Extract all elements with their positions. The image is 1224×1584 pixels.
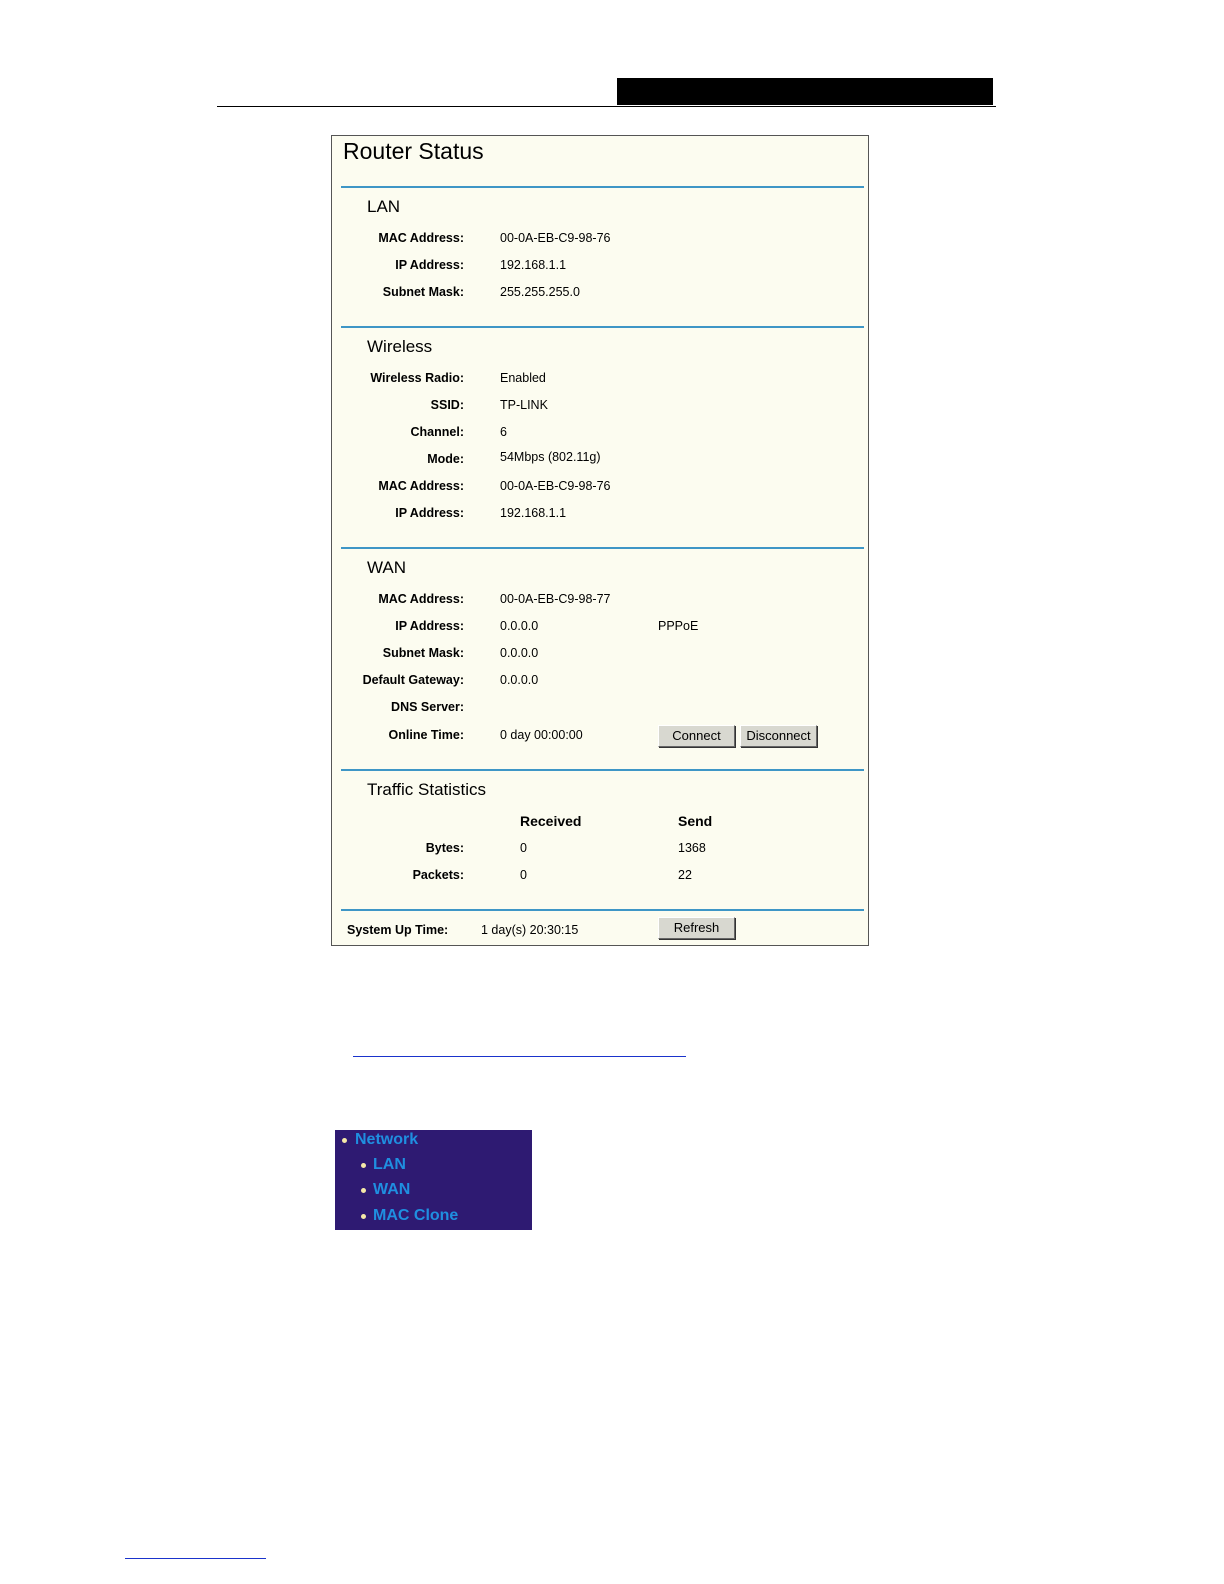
wireless-ssid-value: TP-LINK	[500, 398, 548, 412]
section-separator	[341, 547, 864, 549]
link-underline	[353, 1056, 686, 1057]
lan-mac-label: MAC Address:	[378, 231, 464, 245]
wireless-radio-label: Wireless Radio:	[370, 371, 464, 385]
wan-gateway-label: Default Gateway:	[362, 673, 464, 687]
wireless-section-title: Wireless	[367, 337, 433, 356]
menu-bullet-icon	[361, 1188, 366, 1193]
lan-ip-label: IP Address:	[395, 258, 464, 272]
lan-ip-value: 192.168.1.1	[500, 258, 567, 272]
wan-online-time-value: 0 day 00:00:00	[500, 728, 583, 742]
menu-item-lan[interactable]: LAN	[373, 1156, 406, 1173]
traffic-bytes-label: Bytes:	[425, 841, 464, 855]
connect-button[interactable]: Connect	[658, 725, 735, 747]
wireless-ssid-label: SSID:	[430, 398, 464, 412]
wireless-channel-value: 6	[500, 425, 507, 439]
router-status-panel	[331, 135, 869, 946]
menu-item-network[interactable]: Network	[355, 1131, 419, 1148]
menu-item-wan[interactable]: WAN	[373, 1181, 411, 1198]
disconnect-button[interactable]: Disconnect	[740, 725, 817, 747]
traffic-bytes-send: 1368	[678, 841, 706, 855]
network-menu	[335, 1130, 532, 1230]
wireless-ip-value: 192.168.1.1	[500, 506, 567, 520]
traffic-send-header: Send	[678, 813, 713, 829]
wan-ip-value: 0.0.0.0	[500, 619, 539, 633]
traffic-packets-label: Packets:	[412, 868, 464, 882]
wireless-mode-value: 54Mbps (802.11g)	[500, 450, 601, 464]
wan-mac-value: 00-0A-EB-C9-98-77	[500, 592, 611, 606]
wan-subnet-value: 0.0.0.0	[500, 646, 539, 660]
wan-gateway-value: 0.0.0.0	[500, 673, 539, 687]
section-separator	[341, 186, 864, 188]
wan-ip-label: IP Address:	[395, 619, 464, 633]
wireless-mac-label: MAC Address:	[378, 479, 464, 493]
traffic-section-title: Traffic Statistics	[367, 780, 487, 799]
section-separator	[341, 909, 864, 911]
traffic-received-header: Received	[520, 813, 582, 829]
page-title: Router Status	[343, 138, 484, 164]
lan-subnet-label: Subnet Mask:	[382, 285, 464, 299]
wan-subnet-label: Subnet Mask:	[382, 646, 464, 660]
wireless-mode-label: Mode:	[427, 452, 464, 466]
refresh-button[interactable]: Refresh	[658, 917, 735, 939]
header-bar	[617, 78, 993, 105]
traffic-bytes-received: 0	[520, 841, 527, 855]
wan-dns-label: DNS Server:	[391, 700, 464, 714]
wireless-radio-value: Enabled	[500, 371, 546, 385]
wireless-ip-label: IP Address:	[395, 506, 464, 520]
menu-bullet-icon	[361, 1163, 366, 1168]
section-separator	[341, 769, 864, 771]
lan-mac-value: 00-0A-EB-C9-98-76	[500, 231, 611, 245]
wan-online-time-label: Online Time:	[388, 728, 464, 742]
traffic-packets-received: 0	[520, 868, 527, 882]
wan-section-title: WAN	[367, 558, 407, 577]
traffic-packets-send: 22	[678, 868, 692, 882]
wan-connection-type: PPPoE	[658, 619, 699, 633]
menu-bullet-icon	[361, 1214, 366, 1219]
wan-mac-label: MAC Address:	[378, 592, 464, 606]
menu-bullet-icon	[342, 1138, 347, 1143]
lan-subnet-value: 255.255.255.0	[500, 285, 580, 299]
uptime-label: System Up Time:	[347, 923, 449, 937]
section-separator	[341, 326, 864, 328]
wireless-mac-value: 00-0A-EB-C9-98-76	[500, 479, 611, 493]
wireless-channel-label: Channel:	[410, 425, 464, 439]
menu-item-mac-clone[interactable]: MAC Clone	[373, 1207, 459, 1224]
lan-section-title: LAN	[367, 197, 401, 216]
uptime-value: 1 day(s) 20:30:15	[481, 923, 579, 937]
header-rule	[217, 106, 996, 107]
footer-link-underline	[125, 1558, 266, 1559]
